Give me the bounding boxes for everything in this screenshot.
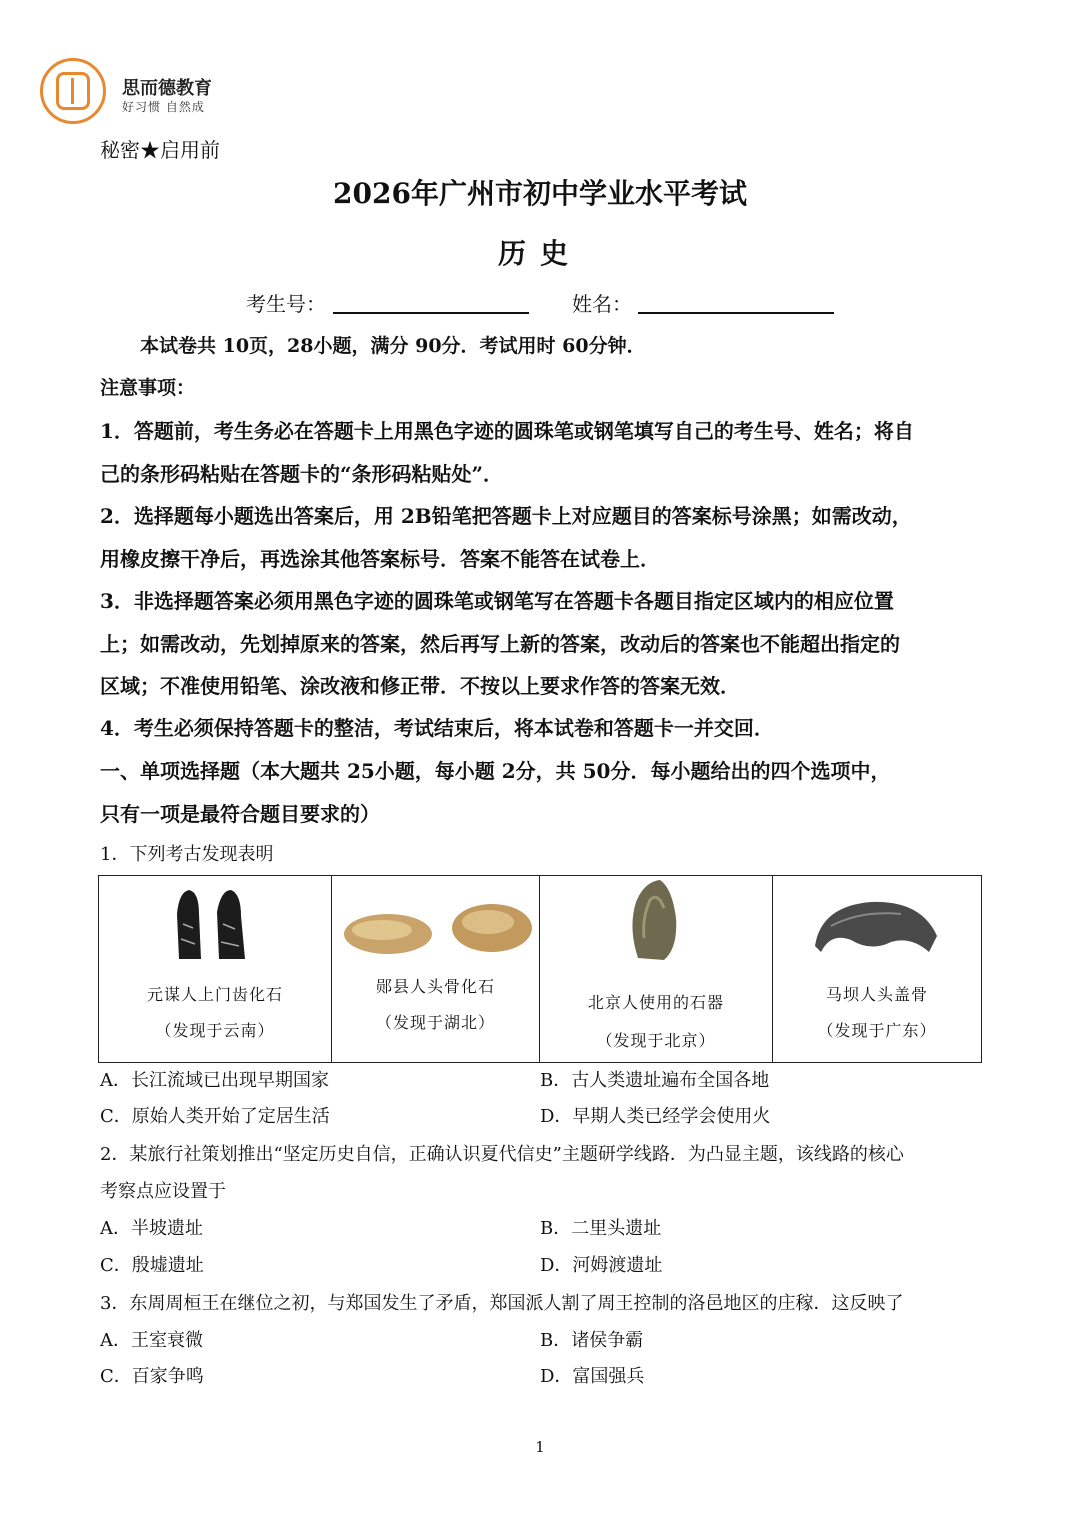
skull-fossil-image bbox=[342, 900, 537, 958]
find-cell-beijing bbox=[540, 876, 773, 1062]
find-name: 元谋人上门齿化石 bbox=[146, 985, 283, 1004]
find-name: 马坝人头盖骨 bbox=[825, 985, 928, 1004]
question-1-option-b[interactable]: B．古人类遗址遍布全国各地 bbox=[540, 1070, 770, 1091]
exam-number-label: 考生号： bbox=[246, 292, 326, 316]
question-3-option-c[interactable]: C．百家争鸣 bbox=[100, 1366, 204, 1387]
question-2-option-d[interactable]: D．河姆渡遗址 bbox=[540, 1255, 663, 1276]
find-cell-maba bbox=[773, 876, 981, 1062]
brand-name: 思而德教育 bbox=[122, 78, 212, 99]
name-label: 姓名： bbox=[572, 292, 632, 316]
notice-line: 上；如需改动，先划掉原来的答案，然后再写上新的答案，改动后的答案也不能超出指定的 bbox=[100, 632, 900, 656]
find-place: （发现于湖北） bbox=[375, 1013, 495, 1032]
find-cell-yunxian bbox=[332, 876, 540, 1062]
brand-logo-mark bbox=[56, 72, 90, 110]
question-1-figure-table bbox=[98, 875, 982, 1063]
subject-title: 历史 bbox=[497, 237, 582, 270]
exam-note: 本试卷共 10页，28小题，满分 90分．考试用时 60分钟． bbox=[140, 335, 646, 357]
section-heading: 一、单项选择题（本大题共 25小题，每小题 2分，共 50分．每小题给出的四个选项中， bbox=[100, 759, 891, 783]
notice-line: 3．非选择题答案必须用黑色字迹的圆珠笔或钢笔写在答题卡各题目指定区域内的相应位置 bbox=[100, 589, 894, 613]
name-blank bbox=[638, 312, 834, 314]
question-1-option-c[interactable]: C．原始人类开始了定居生活 bbox=[100, 1106, 330, 1127]
exam-number-blank bbox=[333, 312, 529, 314]
notice-line: 用橡皮擦干净后，再选涂其他答案标号．答案不能答在试卷上． bbox=[100, 547, 660, 571]
find-place: （发现于北京） bbox=[596, 1031, 716, 1050]
secret-label: 秘密★启用前 bbox=[100, 138, 220, 162]
question-3-option-a[interactable]: A．王室衰微 bbox=[100, 1330, 203, 1351]
question-2-option-b[interactable]: B．二里头遗址 bbox=[540, 1218, 662, 1239]
brand-slogan: 好习惯 自然成 bbox=[122, 100, 205, 114]
skullcap-image bbox=[811, 896, 941, 956]
question-3-option-b[interactable]: B．诸侯争霸 bbox=[540, 1330, 644, 1351]
tooth-fossil-image bbox=[169, 884, 259, 964]
notice-line: 2．选择题每小题选出答案后，用 2B铅笔把答题卡上对应题目的答案标号涂黑；如需改动， bbox=[100, 504, 912, 528]
page-number: 1 bbox=[535, 1438, 545, 1456]
notice-line: 4．考生必须保持答题卡的整洁，考试结束后，将本试卷和答题卡一并交回． bbox=[100, 716, 774, 740]
find-place: （发现于广东） bbox=[817, 1021, 937, 1040]
section-heading: 只有一项是最符合题目要求的） bbox=[100, 802, 380, 826]
question-1-stem: 1．下列考古发现表明 bbox=[100, 844, 274, 865]
question-2-stem: 考察点应设置于 bbox=[100, 1181, 226, 1202]
find-name: 北京人使用的石器 bbox=[587, 993, 724, 1012]
question-3-stem: 3．东周周桓王在继位之初，与郑国发生了矛盾，郑国派人割了周王控制的洛邑地区的庄稼．这反映了 bbox=[100, 1293, 904, 1314]
notice-heading: 注意事项： bbox=[100, 377, 196, 399]
question-1-option-d[interactable]: D．早期人类已经学会使用火 bbox=[540, 1106, 771, 1127]
notice-line: 区域；不准使用铅笔、涂改液和修正带．不按以上要求作答的答案无效． bbox=[100, 674, 740, 698]
question-2-stem: 2．某旅行社策划推出“坚定历史自信，正确认识夏代信史”主题研学线路．为凸显主题，该线路的核心 bbox=[100, 1144, 904, 1165]
find-place: （发现于云南） bbox=[155, 1021, 275, 1040]
notice-line: 己的条形码粘贴在答题卡的“条形码粘贴处”． bbox=[100, 462, 504, 486]
question-3-option-d[interactable]: D．富国强兵 bbox=[540, 1366, 645, 1387]
find-cell-yuanmou bbox=[99, 876, 332, 1062]
find-name: 郧县人头骨化石 bbox=[375, 977, 495, 996]
exam-title: 2026年广州市初中学业水平考试 bbox=[333, 177, 747, 210]
question-2-option-a[interactable]: A．半坡遗址 bbox=[100, 1218, 203, 1239]
stone-tool-image bbox=[624, 878, 684, 964]
question-2-option-c[interactable]: C．殷墟遗址 bbox=[100, 1255, 204, 1276]
question-1-option-a[interactable]: A．长江流域已出现早期国家 bbox=[100, 1070, 329, 1091]
notice-line: 1．答题前，考生务必在答题卡上用黑色字迹的圆珠笔或钢笔填写自己的考生号、姓名；将自 bbox=[100, 419, 914, 443]
